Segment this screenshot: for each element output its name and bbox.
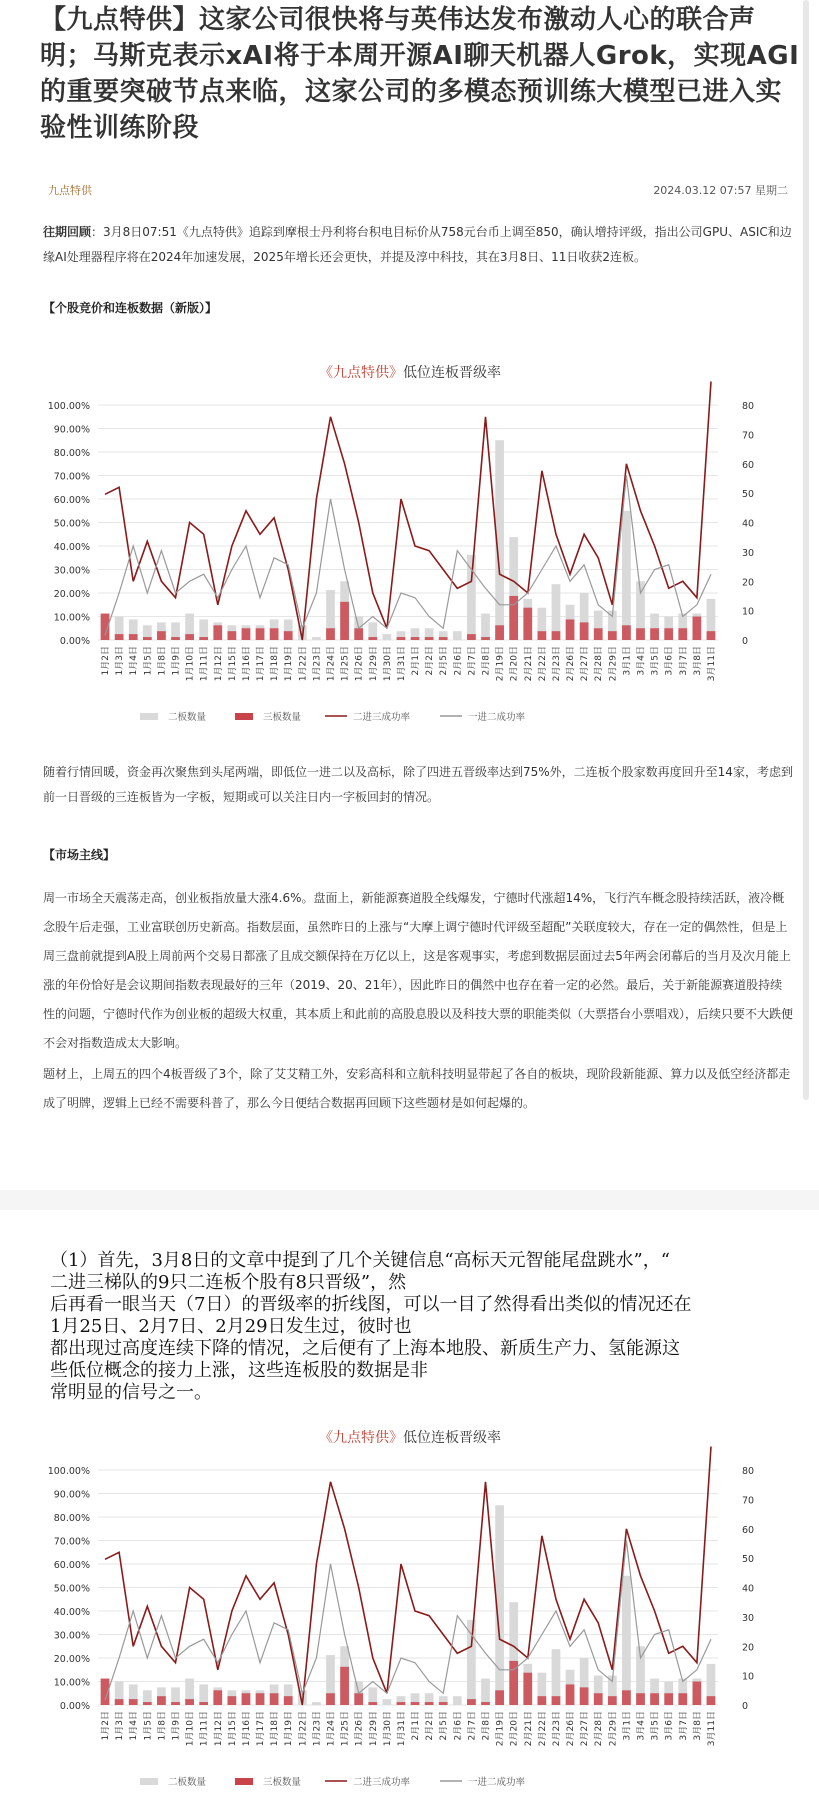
bar-three-board bbox=[284, 631, 293, 640]
x-axis-tick: 1月24日 bbox=[326, 1711, 337, 1747]
x-axis-tick: 1月10日 bbox=[185, 1711, 196, 1747]
x-axis-tick: 1月9日 bbox=[171, 646, 182, 676]
bar-three-board bbox=[185, 1699, 194, 1705]
bar-three-board bbox=[552, 631, 561, 640]
right-axis-tick: 60 bbox=[742, 459, 755, 471]
bar-three-board bbox=[636, 1693, 645, 1705]
left-axis-tick: 30.00% bbox=[53, 565, 90, 577]
right-axis-tick: 0 bbox=[742, 636, 749, 647]
right-axis-tick: 30 bbox=[742, 547, 755, 559]
bar-two-board bbox=[467, 1620, 476, 1705]
section-heading-data: 【个股竞价和连板数据（新版）】 bbox=[43, 301, 218, 315]
x-axis-tick: 2月19日 bbox=[495, 1711, 506, 1747]
x-axis-tick: 2月7日 bbox=[467, 646, 478, 676]
bar-three-board bbox=[354, 628, 363, 640]
x-axis-tick: 3月4日 bbox=[636, 1711, 647, 1741]
x-axis-tick: 2月21日 bbox=[523, 646, 534, 682]
legend-label: 二进三成功率 bbox=[353, 1777, 411, 1788]
x-axis-tick: 2月8日 bbox=[481, 646, 492, 676]
x-axis-tick: 3月1日 bbox=[622, 1711, 633, 1741]
bar-three-board bbox=[213, 625, 222, 640]
x-axis-tick: 1月29日 bbox=[368, 1711, 379, 1747]
bar-three-board bbox=[692, 1682, 701, 1706]
x-axis-tick: 3月8日 bbox=[692, 646, 703, 676]
bar-three-board bbox=[692, 617, 701, 641]
legend-label: 二板数量 bbox=[168, 712, 207, 723]
right-axis-tick: 70 bbox=[742, 430, 755, 442]
bar-three-board bbox=[199, 637, 208, 640]
chart-title bbox=[319, 1429, 501, 1446]
bar-three-board bbox=[594, 628, 603, 640]
bar-three-board bbox=[143, 1702, 152, 1705]
x-axis-tick: 1月3日 bbox=[115, 646, 126, 676]
x-axis-tick: 1月30日 bbox=[382, 1711, 393, 1747]
followup-line: 1月25日、2月7日、2月29日发生过，彼时也 bbox=[50, 1316, 412, 1337]
bar-three-board bbox=[340, 602, 349, 640]
bar-three-board bbox=[171, 1702, 180, 1705]
right-axis-tick: 50 bbox=[742, 489, 755, 501]
x-axis-tick: 2月22日 bbox=[537, 1711, 548, 1747]
bar-three-board bbox=[523, 1673, 532, 1705]
bar-three-board bbox=[326, 1693, 335, 1705]
left-axis-tick: 50.00% bbox=[53, 518, 90, 530]
bar-three-board bbox=[242, 1693, 251, 1705]
x-axis-tick: 2月7日 bbox=[467, 1711, 478, 1741]
bar-three-board bbox=[707, 1696, 716, 1705]
chart-title-brand: 《九点特供》 bbox=[319, 365, 403, 381]
right-axis-tick: 40 bbox=[742, 518, 755, 530]
bar-three-board bbox=[537, 1696, 546, 1705]
left-axis-tick: 70.00% bbox=[53, 1536, 90, 1548]
legend-swatch bbox=[140, 713, 158, 720]
x-axis-tick: 1月8日 bbox=[157, 646, 168, 676]
bar-three-board bbox=[439, 1702, 448, 1705]
x-axis-tick: 1月2日 bbox=[101, 646, 112, 676]
left-axis-tick: 80.00% bbox=[53, 448, 90, 459]
right-axis-tick: 20 bbox=[742, 577, 755, 589]
x-axis-tick: 1月22日 bbox=[298, 1711, 309, 1747]
x-axis-tick: 2月21日 bbox=[523, 1711, 534, 1747]
scrollbar[interactable] bbox=[803, 0, 809, 1100]
bar-three-board bbox=[707, 631, 716, 640]
after-chart-paragraph: 随着行情回暖，资金再次聚焦到头尾两端，即低位一进二以及高标，除了四进五晋级率达到75%外，二连板个股家数再度回升至14家，考虑到前一日晋级的三连板皆为一字板，短期或可以关注日内一字板回封的情况。 bbox=[43, 765, 793, 804]
x-axis-tick: 2月1日 bbox=[411, 646, 422, 676]
bar-three-board bbox=[678, 628, 687, 640]
x-axis-tick: 1月5日 bbox=[143, 646, 154, 676]
bar-three-board bbox=[143, 637, 152, 640]
x-axis-tick: 1月18日 bbox=[270, 1711, 281, 1747]
right-axis-tick: 70 bbox=[742, 1495, 755, 1507]
x-axis-tick: 1月31日 bbox=[396, 646, 407, 682]
left-axis-tick: 100.00% bbox=[47, 401, 90, 412]
x-axis-tick: 1月12日 bbox=[213, 646, 224, 682]
bar-three-board bbox=[340, 1667, 349, 1705]
x-axis-tick: 3月6日 bbox=[664, 646, 675, 676]
x-axis-tick: 1月26日 bbox=[354, 1711, 365, 1747]
bar-three-board bbox=[580, 622, 589, 640]
x-axis-tick: 3月4日 bbox=[636, 646, 647, 676]
x-axis-tick: 2月29日 bbox=[608, 1711, 619, 1747]
bar-three-board bbox=[368, 637, 377, 640]
bar-three-board bbox=[368, 1702, 377, 1705]
right-axis-tick: 80 bbox=[742, 1466, 755, 1477]
x-axis-tick: 3月6日 bbox=[664, 1711, 675, 1741]
x-axis-tick: 1月12日 bbox=[213, 1711, 224, 1747]
left-axis-tick: 0.00% bbox=[59, 1701, 90, 1712]
x-axis-tick: 1月9日 bbox=[171, 1711, 182, 1741]
bar-three-board bbox=[115, 634, 124, 640]
legend-label: 二进三成功率 bbox=[353, 712, 411, 723]
bar-three-board bbox=[580, 1687, 589, 1705]
x-axis-tick: 2月1日 bbox=[411, 1711, 422, 1741]
article-meta bbox=[48, 182, 788, 198]
x-axis-tick: 1月19日 bbox=[284, 1711, 295, 1747]
x-axis-tick: 2月2日 bbox=[425, 646, 436, 676]
bar-three-board bbox=[256, 628, 265, 640]
bar-three-board bbox=[552, 1696, 561, 1705]
bar-three-board bbox=[213, 1690, 222, 1705]
bar-two-board bbox=[382, 634, 391, 640]
bar-three-board bbox=[199, 1702, 208, 1705]
x-axis-tick: 1月16日 bbox=[241, 1711, 252, 1747]
left-axis-tick: 20.00% bbox=[53, 589, 90, 600]
x-axis-tick: 3月5日 bbox=[650, 1711, 661, 1741]
x-axis-tick: 2月23日 bbox=[551, 1711, 562, 1747]
left-axis-tick: 10.00% bbox=[53, 1677, 90, 1689]
x-axis-tick: 2月20日 bbox=[509, 1711, 520, 1747]
x-axis-tick: 3月11日 bbox=[706, 1711, 717, 1747]
right-axis-tick: 10 bbox=[742, 1671, 755, 1683]
market-paragraph-2: 题材上，上周五的四个4板晋级了3个，除了艾艾精工外，安彩高科和立航科技明显带起了各自的板块，现阶段新能源、算力以及低空经济都走成了明牌，逻辑上已经不需要科普了，那么今日便结合数据再回顾下这些题材是如何起爆的。 bbox=[43, 1067, 791, 1110]
x-axis-tick: 2月19日 bbox=[495, 646, 506, 682]
line-two-to-three-rate bbox=[105, 1447, 711, 1706]
legend-label: 一进二成功率 bbox=[468, 1777, 526, 1788]
bar-two-board bbox=[453, 631, 462, 640]
left-axis-tick: 80.00% bbox=[53, 1513, 90, 1524]
x-axis-tick: 1月25日 bbox=[340, 646, 351, 682]
date-text: 2024.03.12 07:57 bbox=[653, 184, 752, 197]
followup-line: 常明显的信号之一。 bbox=[50, 1382, 212, 1403]
bar-three-board bbox=[650, 1693, 659, 1705]
x-axis-tick: 1月25日 bbox=[340, 1711, 351, 1747]
bar-three-board bbox=[326, 628, 335, 640]
x-axis-tick: 2月28日 bbox=[594, 646, 605, 682]
bar-two-board bbox=[481, 614, 490, 640]
bar-three-board bbox=[608, 631, 617, 640]
bar-three-board bbox=[495, 625, 504, 640]
x-axis-tick: 1月5日 bbox=[143, 1711, 154, 1741]
bar-two-board bbox=[481, 1679, 490, 1705]
section-heading-mainline: 【市场主线】 bbox=[43, 848, 116, 862]
chart-title-text: 低位连板晋级率 bbox=[403, 365, 501, 381]
promotion-rate-chart-repeat bbox=[30, 1420, 790, 1810]
bar-three-board bbox=[185, 634, 194, 640]
bar-three-board bbox=[481, 637, 490, 640]
legend-label: 三板数量 bbox=[263, 712, 302, 723]
legend-swatch bbox=[235, 1778, 253, 1785]
bar-three-board bbox=[622, 625, 631, 640]
chart-title-brand: 《九点特供》 bbox=[319, 1430, 403, 1446]
x-axis-tick: 1月3日 bbox=[115, 1711, 126, 1741]
bar-three-board bbox=[397, 637, 406, 640]
bar-two-board bbox=[467, 555, 476, 640]
x-axis-tick: 1月16日 bbox=[241, 646, 252, 682]
bar-two-board bbox=[199, 1684, 208, 1705]
x-axis-tick: 1月26日 bbox=[354, 646, 365, 682]
bar-three-board bbox=[157, 631, 166, 640]
bar-three-board bbox=[227, 631, 236, 640]
x-axis-tick: 1月15日 bbox=[227, 1711, 238, 1747]
legend-swatch bbox=[235, 713, 253, 720]
x-axis-tick: 2月23日 bbox=[551, 646, 562, 682]
x-axis-tick: 2月27日 bbox=[580, 646, 591, 682]
bar-three-board bbox=[523, 608, 532, 640]
bar-three-board bbox=[537, 631, 546, 640]
left-axis-tick: 40.00% bbox=[53, 1607, 90, 1618]
bar-three-board bbox=[622, 1690, 631, 1705]
bar-three-board bbox=[284, 1696, 293, 1705]
x-axis-tick: 1月15日 bbox=[227, 646, 238, 682]
x-axis-tick: 2月28日 bbox=[594, 1711, 605, 1747]
weekday-text: 星期二 bbox=[755, 184, 788, 197]
x-axis-tick: 1月24日 bbox=[326, 646, 337, 682]
x-axis-tick: 1月22日 bbox=[298, 646, 309, 682]
market-paragraph-1: 周一市场全天震荡走高，创业板指放量大涨4.6%。盘面上，新能源赛道股全线爆发，宁德时代涨超14%，飞行汽车概念股持续活跃，液冷概念股午后走强，工业富联创历史新高。指数层面，虽然昨日的上涨与“大摩上调宁德时代评级至超配”关联度较大，存在一定的偶然性，但是上周三盘前就提到A股上周前两个交易日都涨了且成交额保持在万亿以上，这是客观事实，考虑到数据层面过去5年两会闭幕后的当月及次月能上涨的年份恰好是会议期间指数表现最好的三年（2019、20、21年），因此昨日的偶然中也存在着一定的必然。最后，关于新能源赛道股持续性的问题，宁德时代作为创业板的超级大权重，其本质上和此前的高股息股以及科技大票的职能类似（大票搭台小票唱戏），后续只要不大跌便不会对指数造成太大影响。 bbox=[43, 891, 794, 1050]
bar-three-board bbox=[129, 634, 138, 640]
bar-three-board bbox=[439, 637, 448, 640]
left-axis-tick: 20.00% bbox=[53, 1654, 90, 1665]
bar-two-board bbox=[622, 1576, 631, 1705]
x-axis-tick: 1月31日 bbox=[396, 1711, 407, 1747]
right-axis-tick: 30 bbox=[742, 1612, 755, 1624]
x-axis-tick: 1月8日 bbox=[157, 1711, 168, 1741]
x-axis-tick: 3月11日 bbox=[706, 646, 717, 682]
bar-three-board bbox=[636, 628, 645, 640]
article-date bbox=[653, 182, 788, 198]
x-axis-tick: 1月23日 bbox=[312, 646, 323, 682]
bar-three-board bbox=[664, 1693, 673, 1705]
x-axis-tick: 2月6日 bbox=[453, 1711, 464, 1741]
x-axis-tick: 1月23日 bbox=[312, 1711, 323, 1747]
bar-three-board bbox=[467, 1699, 476, 1705]
bar-three-board bbox=[678, 1693, 687, 1705]
x-axis-tick: 1月17日 bbox=[256, 1711, 267, 1747]
bar-three-board bbox=[481, 1702, 490, 1705]
left-axis-tick: 0.00% bbox=[59, 636, 90, 647]
x-axis-tick: 2月8日 bbox=[481, 1711, 492, 1741]
bar-three-board bbox=[495, 1690, 504, 1705]
bar-three-board bbox=[354, 1693, 363, 1705]
right-axis-tick: 10 bbox=[742, 606, 755, 618]
right-axis-tick: 60 bbox=[742, 1524, 755, 1536]
x-axis-tick: 2月22日 bbox=[537, 646, 548, 682]
x-axis-tick: 2月27日 bbox=[580, 1711, 591, 1747]
left-axis-tick: 40.00% bbox=[53, 542, 90, 553]
bar-two-board bbox=[453, 1696, 462, 1705]
x-axis-tick: 1月4日 bbox=[129, 1711, 140, 1741]
x-axis-tick: 1月4日 bbox=[129, 646, 140, 676]
left-axis-tick: 90.00% bbox=[53, 1489, 90, 1501]
x-axis-tick: 3月5日 bbox=[650, 646, 661, 676]
x-axis-tick: 2月5日 bbox=[439, 646, 450, 676]
x-axis-tick: 3月8日 bbox=[692, 1711, 703, 1741]
x-axis-tick: 2月20日 bbox=[509, 646, 520, 682]
promotion-rate-chart bbox=[30, 355, 790, 745]
left-axis-tick: 60.00% bbox=[53, 1560, 90, 1571]
bar-three-board bbox=[397, 1702, 406, 1705]
bar-three-board bbox=[566, 619, 575, 640]
x-axis-tick: 1月2日 bbox=[101, 1711, 112, 1741]
bar-three-board bbox=[129, 1699, 138, 1705]
right-axis-tick: 20 bbox=[742, 1642, 755, 1654]
bar-two-board bbox=[312, 637, 321, 640]
right-axis-tick: 0 bbox=[742, 1701, 749, 1712]
right-axis-tick: 40 bbox=[742, 1583, 755, 1595]
review-text: ：3月8日07:51《九点特供》追踪到摩根士丹利将台积电目标价从758元台币上调至850，确认增持评级，指出公司GPU、ASIC和边缘AI处理器程序将在2024年加速发展，2025年增长还会更快，并提及淳中科技，其在3月8日、11日收获2连板。 bbox=[43, 225, 792, 264]
legend-swatch bbox=[140, 1778, 158, 1785]
bar-three-board bbox=[270, 628, 279, 640]
x-axis-tick: 2月2日 bbox=[425, 1711, 436, 1741]
chart-title bbox=[319, 364, 501, 381]
bar-three-board bbox=[115, 1699, 124, 1705]
x-axis-tick: 1月18日 bbox=[270, 646, 281, 682]
article-title: 【九点特供】这家公司很快将与英伟达发布激动人心的联合声明；马斯克表示xAI将于本周开源AI聊天机器人Grok，实现AGI的重要突破节点来临，这家公司的多模态预训练大模型已进入实验性训练阶段 bbox=[40, 5, 800, 143]
legend-label: 三板数量 bbox=[263, 1777, 302, 1788]
x-axis-tick: 2月29日 bbox=[608, 646, 619, 682]
article-source[interactable]: 九点特供 bbox=[48, 184, 92, 197]
x-axis-tick: 1月19日 bbox=[284, 646, 295, 682]
left-axis-tick: 60.00% bbox=[53, 495, 90, 506]
left-axis-tick: 10.00% bbox=[53, 612, 90, 624]
review-label: 往期回顾 bbox=[43, 225, 92, 239]
legend-label: 二板数量 bbox=[168, 1777, 207, 1788]
bar-three-board bbox=[650, 628, 659, 640]
left-axis-tick: 30.00% bbox=[53, 1630, 90, 1642]
x-axis-tick: 1月11日 bbox=[199, 1711, 210, 1747]
left-axis-tick: 50.00% bbox=[53, 1583, 90, 1595]
bar-three-board bbox=[256, 1693, 265, 1705]
x-axis-tick: 3月1日 bbox=[622, 646, 633, 676]
right-axis-tick: 50 bbox=[742, 1554, 755, 1566]
bar-three-board bbox=[566, 1684, 575, 1705]
x-axis-tick: 2月26日 bbox=[566, 1711, 577, 1747]
left-axis-tick: 90.00% bbox=[53, 424, 90, 436]
bar-three-board bbox=[411, 1702, 420, 1705]
right-axis-tick: 80 bbox=[742, 401, 755, 412]
x-axis-tick: 1月17日 bbox=[256, 646, 267, 682]
chart-title-text: 低位连板晋级率 bbox=[403, 1430, 501, 1446]
bar-three-board bbox=[227, 1696, 236, 1705]
bar-three-board bbox=[467, 634, 476, 640]
x-axis-tick: 2月26日 bbox=[566, 646, 577, 682]
x-axis-tick: 3月7日 bbox=[678, 1711, 689, 1741]
followup-line: （1）首先，3月8日的文章中提到了几个关键信息“高标天元智能尾盘跳水”，“ bbox=[50, 1250, 670, 1271]
left-axis-tick: 70.00% bbox=[53, 471, 90, 483]
x-axis-tick: 2月5日 bbox=[439, 1711, 450, 1741]
followup-paragraph bbox=[50, 1250, 790, 1404]
followup-line: 些低位概念的接力上涨，这些连板股的数据是非 bbox=[50, 1360, 428, 1381]
x-axis-tick: 1月29日 bbox=[368, 646, 379, 682]
followup-line: 二进三梯队的9只二连板个股有8只晋级”，然 bbox=[50, 1272, 407, 1293]
x-axis-tick: 1月10日 bbox=[185, 646, 196, 682]
bar-two-board bbox=[199, 619, 208, 640]
left-axis-tick: 100.00% bbox=[47, 1466, 90, 1477]
x-axis-tick: 1月30日 bbox=[382, 646, 393, 682]
legend-label: 一进二成功率 bbox=[468, 712, 526, 723]
x-axis-tick: 1月11日 bbox=[199, 646, 210, 682]
bar-three-board bbox=[171, 637, 180, 640]
x-axis-tick: 3月7日 bbox=[678, 646, 689, 676]
review-paragraph bbox=[43, 220, 793, 270]
bar-three-board bbox=[425, 637, 434, 640]
bar-three-board bbox=[242, 628, 251, 640]
x-axis-tick: 2月6日 bbox=[453, 646, 464, 676]
bar-three-board bbox=[157, 1696, 166, 1705]
bar-two-board bbox=[622, 511, 631, 640]
followup-line: 后再看一眼当天（7日）的晋级率的折线图，可以一目了然得看出类似的情况还在 bbox=[50, 1294, 692, 1315]
line-two-to-three-rate bbox=[105, 382, 711, 641]
section-divider bbox=[0, 1190, 819, 1210]
bar-three-board bbox=[608, 1696, 617, 1705]
bar-two-board bbox=[312, 1702, 321, 1705]
bar-two-board bbox=[382, 1699, 391, 1705]
bar-three-board bbox=[270, 1693, 279, 1705]
bar-three-board bbox=[664, 628, 673, 640]
bar-three-board bbox=[425, 1702, 434, 1705]
followup-line: 都出现过高度连续下降的情况，之后便有了上海本地股、新质生产力、氢能源这 bbox=[50, 1338, 680, 1359]
bar-three-board bbox=[411, 637, 420, 640]
bar-three-board bbox=[594, 1693, 603, 1705]
